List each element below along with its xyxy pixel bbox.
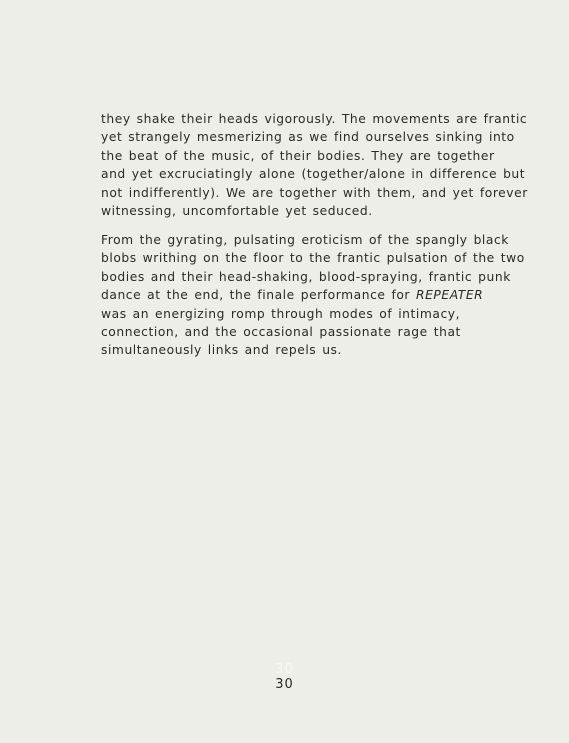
paragraph-2-line-text: dance at the end, the finale performance for bbox=[101, 288, 416, 303]
paragraph-1-line: witnessing, uncomfortable yet seduced. bbox=[101, 204, 373, 219]
paragraph-2-line: was an energizing romp through modes of intimacy, bbox=[101, 306, 461, 321]
paragraph-1-line: yet strangely mesmerizing as we find ourselves sinking into bbox=[101, 130, 515, 145]
paragraph-1-line: they shake their heads vigorously. The movements are frantic bbox=[101, 112, 528, 126]
paragraph-2 bbox=[101, 231, 525, 360]
paragraph-1-line: not indifferently). We are together with them, and yet forever bbox=[101, 185, 528, 200]
performance-title: REPEATER bbox=[416, 288, 484, 303]
paragraph-2-line bbox=[101, 286, 484, 304]
paragraph-1-line: and yet excruciatingly alone (together/alone in difference but bbox=[101, 167, 526, 182]
paragraph-1-line: the beat of the music, of their bodies. They are together bbox=[101, 148, 495, 163]
paragraph-2-line: From the gyrating, pulsating eroticism of the spangly black bbox=[101, 233, 509, 247]
ghost-page-number: 30 bbox=[275, 662, 294, 677]
paragraph-2-line: bodies and their head-shaking, blood-spraying, frantic punk bbox=[101, 269, 511, 284]
paragraph-2-line: simultaneously links and repels us. bbox=[101, 343, 342, 358]
paragraph-2-line: connection, and the occasional passionate rage that bbox=[101, 325, 461, 340]
paragraph-2-line: blobs writhing on the floor to the frantic pulsation of the two bbox=[101, 251, 525, 266]
page-number: 30 bbox=[275, 677, 294, 692]
paragraph-1 bbox=[101, 110, 528, 220]
